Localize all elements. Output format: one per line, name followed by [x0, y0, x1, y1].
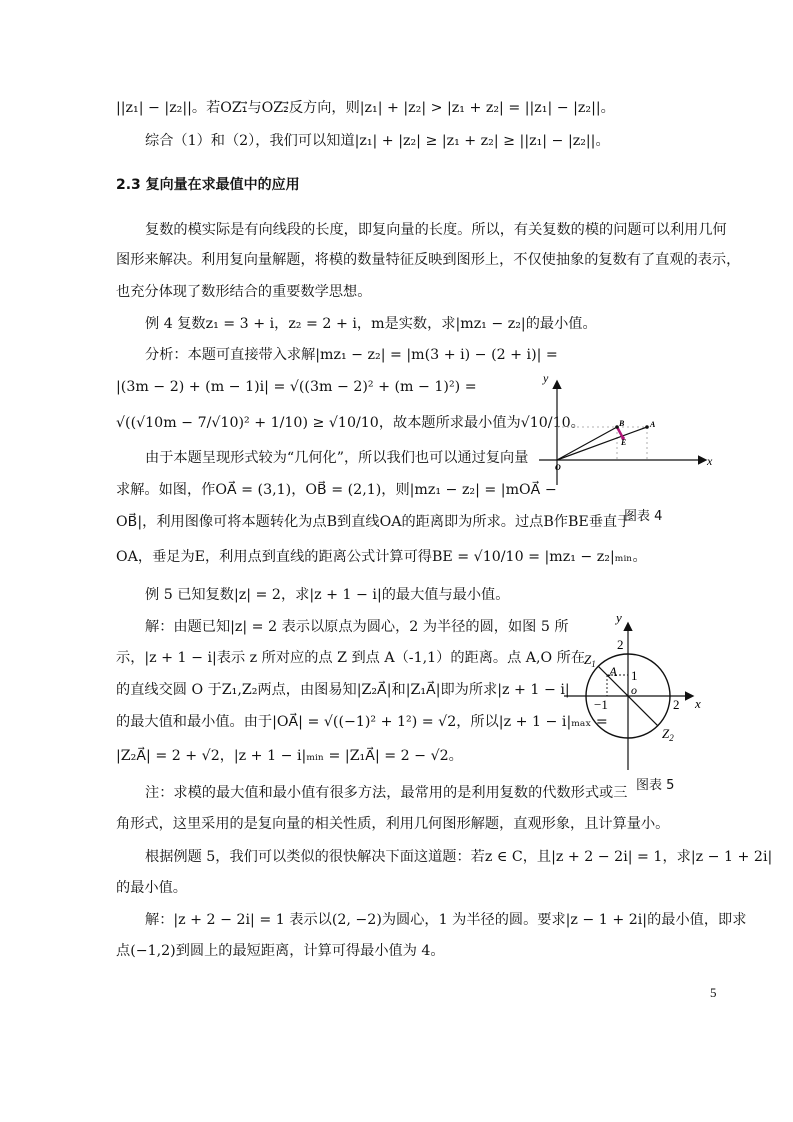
origin-label: o: [631, 683, 637, 697]
text-line: 根据例题 5，我们可以类似的很快解决下面这道题：若z ∈ C，且|z + 2 − 2i| = 1，求|z − 1 + 2i|: [145, 849, 773, 865]
vector-oa: [557, 427, 647, 460]
text-line: OB⃗|，利用图像可将本题转化为点B到直线OA的距离即为所求。过点B作BE垂直于: [116, 514, 632, 530]
text-line: 由于本题呈现形式较为“几何化”，所以我们也可以通过复向量: [145, 450, 529, 466]
point-a-label: A: [609, 664, 617, 679]
page-number: 5: [710, 985, 717, 1000]
text-line: 求解。如图，作OA⃗ = (3,1)，OB⃗ = (2,1)，则|mz₁ − z₂| = |mOA⃗ −: [116, 482, 557, 498]
text-line: 也充分体现了数形结合的重要数学思想。: [116, 284, 372, 300]
text-line: |(3m − 2) + (m − 1)i| = √((3m − 2)² + (m − 1)²) =: [116, 379, 477, 395]
x-axis-label: x: [695, 696, 701, 711]
figure-4-vector-diagram: [535, 370, 720, 490]
tick-label-y-1: 1: [631, 668, 638, 683]
text-line: 角形式，这里采用的是复向量的相关性质，利用几何图形解题，直观形象，且计算量小。: [116, 816, 670, 832]
point-z2-label: $Z_2$: [662, 726, 674, 743]
text-line: 的最大值和最小值。由于|OA⃗| = √((−1)² + 1²) = √2，所以|z + 1 − i|ₘₐₓ =: [116, 714, 608, 730]
text-line: 的最小值。: [116, 880, 187, 896]
y-axis-label: y: [616, 612, 622, 625]
text-line: √((√10m − 7/√10)² + 1/10) ≥ √10/10，故本题所求最小值为√10/10。: [116, 415, 585, 431]
y-axis-label: y: [543, 371, 549, 385]
figure-5-caption: 图表 5: [636, 778, 675, 793]
text-line: 点(−1,2)到圆上的最短距离，计算可得最小值为 4。: [116, 943, 445, 959]
text-line: 分析：本题可直接带入求解|mz₁ − z₂| = |m(3 + i) − (2 + i)| =: [145, 347, 558, 363]
vector-ob: [557, 427, 617, 460]
origin-label: O: [555, 463, 561, 472]
text-line: OA，垂足为E，利用点到直线的距离公式计算可得BE = √10/10 = |mz₁ − z₂|ₘᵢₙ。: [116, 549, 647, 565]
tick-label-y-2: 2: [617, 637, 624, 652]
text-line: 图形来解决。利用复向量解题，将模的数量特征反映到图形上，不仅使抽象的复数有了直观的表示，: [116, 252, 741, 268]
text-line: 复数的模实际是有向线段的长度，即复向量的长度。所以，有关复数的模的问题可以利用几何: [145, 222, 727, 238]
text-line: 综合（1）和（2），我们可以知道|z₁| + |z₂| ≥ |z₁ + z₂| ≥ ||z₁| − |z₂||。: [145, 133, 610, 149]
text-line: 注：求模的最大值和最小值有很多方法，最常用的是利用复数的代数形式或三: [145, 785, 628, 801]
text-line: 解：|z + 2 − 2i| = 1 表示以(2, −2)为圆心，1 为半径的圆。要求|z − 1 + 2i|的最小值，即求: [145, 912, 747, 928]
tick-label-x-minus-1: −1: [594, 697, 608, 712]
point-a-label: A: [650, 420, 656, 429]
x-axis-label: x: [707, 454, 713, 468]
figure-5-circle-diagram: [560, 612, 710, 772]
point-e-label: E: [621, 438, 627, 447]
text-line: 解：由题已知|z| = 2 表示以原点为圆心，2 为半径的圆，如图 5 所: [145, 619, 569, 635]
text-line: 例 5 已知复数|z| = 2，求|z + 1 − i|的最大值与最小值。: [145, 587, 510, 603]
figure-4-caption: 图表 4: [624, 509, 663, 524]
point-z1-label: $Z_1$: [584, 652, 596, 669]
text-line: |Z₂A⃗| = 2 + √2，|z + 1 − i|ₘᵢₙ = |Z₁A⃗| = 2 − √2。: [116, 748, 463, 764]
section-heading: 2.3 复向量在求最值中的应用: [116, 177, 300, 193]
text-line: 例 4 复数z₁ = 3 + i，z₂ = 2 + i，m是实数，求|mz₁ − z₂|的最小值。: [145, 316, 597, 332]
text-line: ||z₁| − |z₂||。若OZ₁⃗与OZ₂⃗反方向，则|z₁| + |z₂| > |z₁ + z₂| = ||z₁| − |z₂||。: [116, 100, 615, 116]
text-line: 示，|z + 1 − i|表示 z 所对应的点 Z 到点 A（-1,1）的距离。点 A,O 所在: [116, 650, 586, 666]
text-line: 的直线交圆 O 于Z₁,Z₂两点，由图易知|Z₂A⃗|和|Z₁A⃗|即为所求|z + 1 − i|: [116, 682, 570, 698]
tick-label-x-2: 2: [673, 697, 680, 712]
point-a: [645, 425, 649, 429]
point-b-label: B: [619, 419, 625, 428]
